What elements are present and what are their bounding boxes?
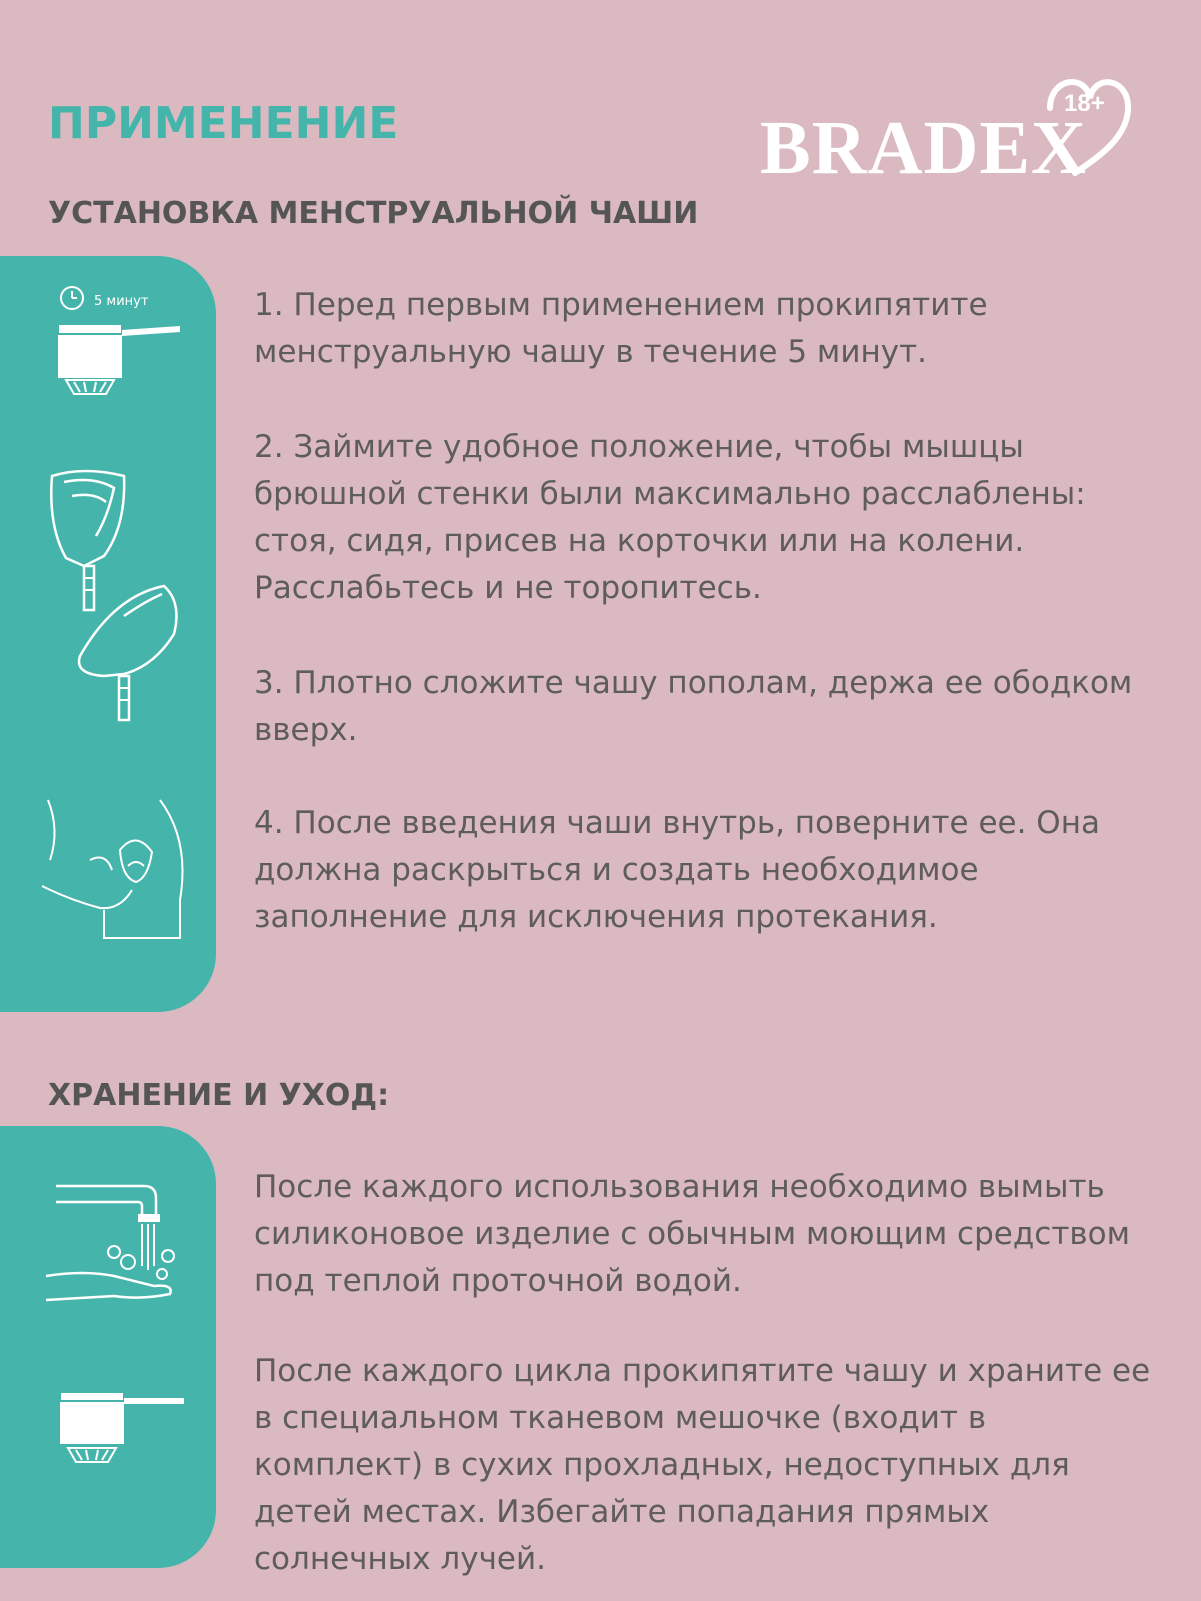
brand-logo <box>760 68 1140 188</box>
installation-step-2: 2. Займите удобное положение, чтобы мышцы брюшной стенки были максимально расслаблены: стоя, сидя, присев на корточки или на колени. Расслабьтесь и не торопитесь. <box>254 429 1086 606</box>
logo-text: BRADEX <box>760 106 1087 190</box>
installation-step-4: 4. После введения чаши внутрь, поверните ее. Она должна раскрыться и создать необходимое заполнение для исключения протекания. <box>254 805 1100 935</box>
care-paragraph-2: После каждого цикла прокипятите чашу и храните ее в специальном тканевом мешочке (входит в комплект) в сухих прохладных, недоступных для детей местах. Избегайте попадания прямых солнечных лучей. <box>254 1353 1151 1577</box>
installation-step-1: 1. Перед первым применением прокипятите менструальную чашу в течение 5 минут. <box>254 287 988 370</box>
installation-heading: УСТАНОВКА МЕНСТРУАЛЬНОЙ ЧАШИ <box>48 196 699 231</box>
installation-step-3: 3. Плотно сложите чашу пополам, держа ее ободком вверх. <box>254 665 1133 748</box>
folded-cup-icon <box>44 466 194 736</box>
logo-age-badge: 18+ <box>1064 90 1105 117</box>
care-paragraph-1: После каждого использования необходимо вымыть силиконовое изделие с обычным моющим средством под теплой проточной водой. <box>254 1169 1131 1299</box>
timer-label: 5 минут <box>94 294 149 309</box>
saucepan-icon <box>56 1388 196 1478</box>
installation-icon-panel <box>0 256 216 1012</box>
insertion-diagram-icon <box>40 790 190 940</box>
care-heading: ХРАНЕНИЕ И УХОД: <box>48 1078 390 1113</box>
page-title: ПРИМЕНЕНИЕ <box>48 98 399 149</box>
washing-hands-icon <box>44 1176 194 1306</box>
care-icon-panel <box>0 1126 216 1568</box>
